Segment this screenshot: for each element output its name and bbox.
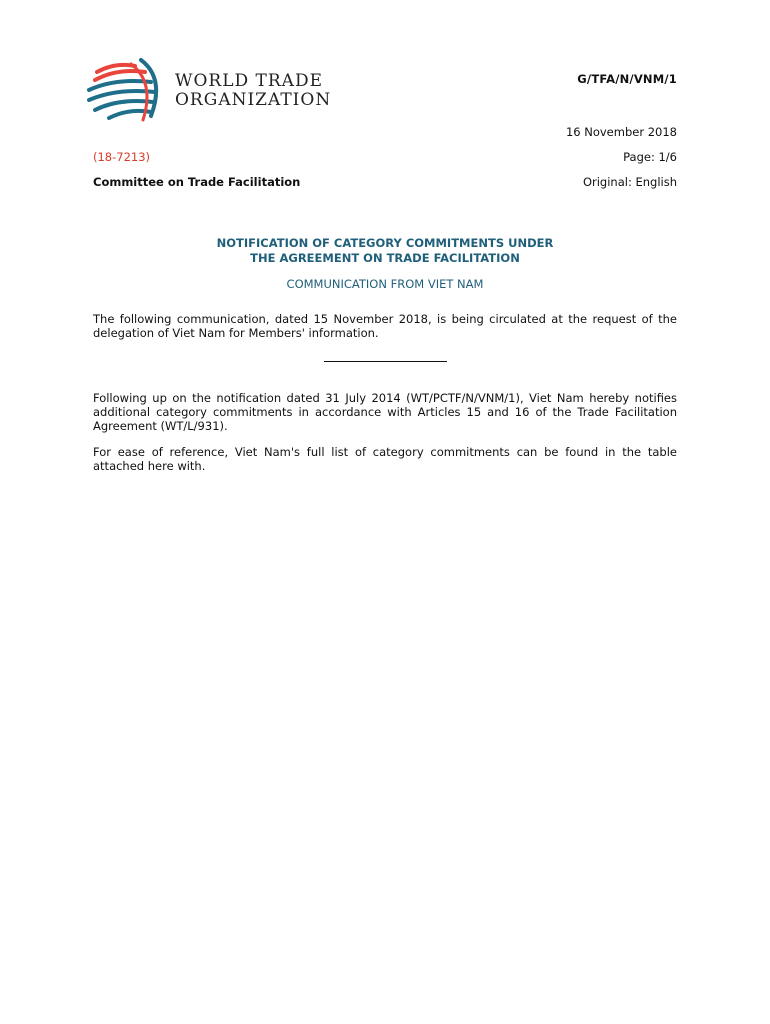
body-paragraph-2: For ease of reference, Viet Nam's full list of category commitments can be found in the table attached here with.: [93, 445, 677, 473]
committee-name: Committee on Trade Facilitation: [93, 175, 301, 189]
body-paragraph-1: Following up on the notification dated 31 July 2014 (WT/PCTF/N/VNM/1), Viet Nam hereby notifies additional category commitments in accordance with Articles 15 and 16 of the Trade Facilitation Agreement (WT/L/931).: [93, 391, 677, 433]
wto-logo-icon: [85, 58, 167, 130]
document-title-line2: THE AGREEMENT ON TRADE FACILITATION: [250, 251, 520, 265]
original-language: Original: English: [582, 175, 677, 189]
document-title-line1: NOTIFICATION OF CATEGORY COMMITMENTS UNDER: [216, 236, 554, 250]
document-number: (18-7213): [93, 150, 151, 164]
intro-paragraph: The following communication, dated 15 November 2018, is being circulated at the request of the delegation of Viet Nam for Members' information.: [93, 312, 677, 340]
document-date: 16 November 2018: [565, 125, 677, 139]
document-subtitle: COMMUNICATION FROM VIET NAM: [286, 277, 484, 291]
divider-line: [324, 361, 447, 362]
organization-name: [175, 72, 331, 110]
page-info: Page: 1/6: [623, 150, 677, 164]
organization-name-line1: WORLD TRADE: [175, 71, 323, 91]
document-symbol: G/TFA/N/VNM/1: [577, 72, 677, 86]
document-title: [93, 236, 677, 266]
organization-name-line2: ORGANIZATION: [175, 90, 332, 110]
wto-logo: [85, 58, 335, 130]
